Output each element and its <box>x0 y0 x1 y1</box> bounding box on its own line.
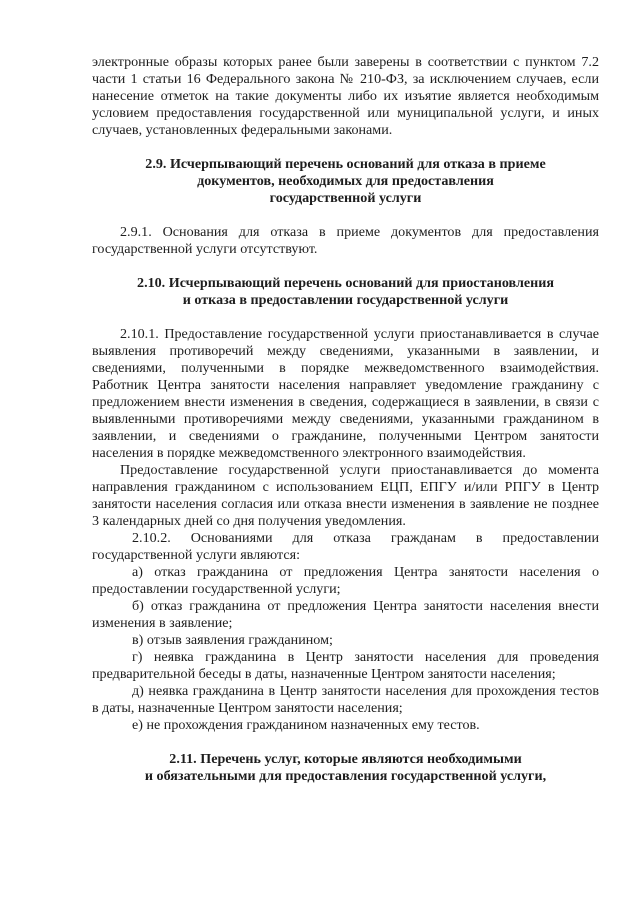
section-2-9-heading <box>92 156 599 207</box>
heading-line: 2.9. Исчерпывающий перечень оснований для отказа в приеме <box>145 156 546 172</box>
section-2-10-heading <box>92 275 599 309</box>
heading-line: и отказа в предоставлении государственной услуги <box>182 292 509 308</box>
list-item: б) отказ гражданина от предложения Центра занятости населения внести изменения в заявление; <box>92 598 599 631</box>
heading-line: и обязательными для предоставления государственной услуги, <box>144 768 547 784</box>
intro-paragraph: электронные образы которых ранее были заверены в соответствии с пунктом 7.2 части 1 статьи 16 Федерального закона № 210-ФЗ, за исключением случаев, если нанесение отметок на такие документы либо их изъятие является необходимым условием предоставления государственной или муниципальной услуги, и иных случаев, установленных федеральными законами. <box>92 54 599 138</box>
list-item: е) не прохождения гражданином назначенных ему тестов. <box>132 717 480 733</box>
document-page <box>92 54 599 785</box>
list-item: д) неявка гражданина в Центр занятости населения для прохождения тестов в даты, назначенные Центром занятости населения; <box>92 683 599 716</box>
section-2-11-heading <box>92 751 599 785</box>
paragraph-2-9-1: 2.9.1. Основания для отказа в приеме документов для предоставления государственной услуги отсутствуют. <box>92 224 599 257</box>
heading-line: государственной услуги <box>269 190 422 206</box>
paragraph-2-10-1: 2.10.1. Предоставление государственной услуги приостанавливается в случае выявления противоречий между сведениями, указанными в заявлении, и сведениями, полученными в порядке межведомственного взаимодействия. Работник Центра занятости населения направляет уведомление гражданину с предложением внести изменения в сведения, содержащиеся в заявлении, в связи с выявленными противоречиями между сведениями, указанными гражданином в заявлении, и сведениями о гражданине, полученными Центром занятости населения в порядке межведомственного электронного взаимодействия. <box>92 326 599 461</box>
list-item: а) отказ гражданина от предложения Центра занятости населения о предоставлении государственной услуги; <box>92 564 599 597</box>
heading-line: документов, необходимых для предоставления <box>197 173 494 189</box>
paragraph-suspension-terms: Предоставление государственной услуги приостанавливается до момента направления гражданином с использованием ЕЦП, ЕПГУ и/или РПГУ в Центр занятости населения согласия или отказа внести изменения в заявление не позднее 3 календарных дней со дня получения уведомления. <box>92 462 599 529</box>
list-item: г) неявка гражданина в Центр занятости населения для проведения предварительной беседы в даты, назначенные Центром занятости населения; <box>92 649 599 682</box>
heading-line: 2.11. Перечень услуг, которые являются необходимыми <box>169 751 522 767</box>
list-item: в) отзыв заявления гражданином; <box>132 632 333 648</box>
heading-line: 2.10. Исчерпывающий перечень оснований для приостановления <box>137 275 554 291</box>
paragraph-2-10-2: 2.10.2. Основаниями для отказа гражданам в предоставлении государственной услуги являются: <box>92 530 599 563</box>
